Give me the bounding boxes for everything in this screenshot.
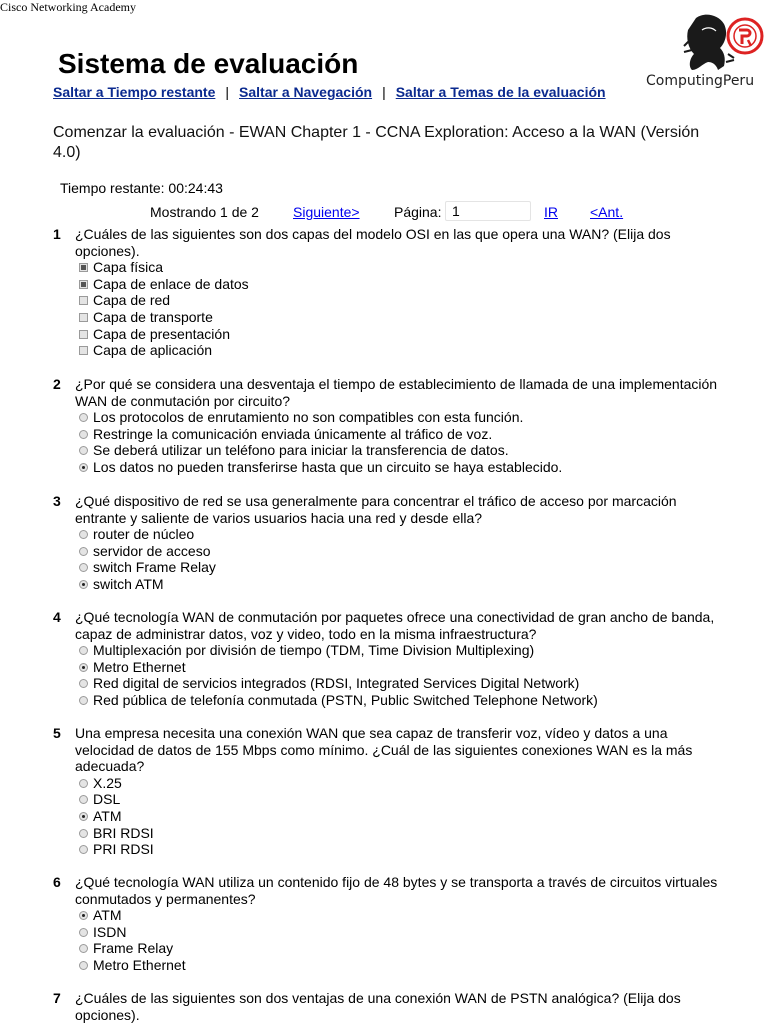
answer-option[interactable] bbox=[79, 692, 723, 709]
answer-label: BRI RDSI bbox=[93, 824, 154, 841]
answer-radio[interactable] bbox=[79, 779, 88, 788]
skip-to-timer-link[interactable]: Saltar a Tiempo restante bbox=[53, 84, 216, 100]
answer-label: Los protocolos de enrutamiento no son compatibles con esta función. bbox=[93, 409, 524, 425]
answer-option[interactable] bbox=[79, 924, 723, 941]
answer-radio[interactable] bbox=[79, 829, 88, 838]
question-1 bbox=[53, 226, 723, 359]
page-title: Sistema de evaluación bbox=[58, 48, 359, 79]
answer-label: Se deberá utilizar un teléfono para iniciar la transferencia de datos. bbox=[93, 442, 509, 459]
answer-checkbox[interactable] bbox=[79, 330, 88, 339]
answer-option[interactable] bbox=[79, 957, 723, 974]
answer-label: Capa de aplicación bbox=[93, 342, 213, 359]
answer-radio[interactable] bbox=[79, 547, 88, 556]
question-number: 7 bbox=[53, 990, 61, 1006]
question-text: ¿Qué dispositivo de red se usa generalmente para concentrar el tráfico de acceso por marcación entrante y saliente de varios usuarios hacia una red y desde ella? bbox=[75, 493, 677, 526]
answer-checkbox[interactable] bbox=[79, 296, 88, 305]
answer-label: switch Frame Relay bbox=[93, 559, 216, 576]
answer-option[interactable] bbox=[79, 576, 723, 593]
answer-label: Capa física bbox=[93, 259, 164, 275]
question-text: ¿Qué tecnología WAN de conmutación por paquetes ofrece una conectividad de gran ancho de banda, capaz de administrar datos, voz y video, todo en la misma infraestructura? bbox=[75, 609, 715, 642]
question-3 bbox=[53, 493, 723, 593]
skip-navigation bbox=[53, 84, 606, 100]
answer-label: router de núcleo bbox=[93, 526, 195, 542]
answer-options bbox=[79, 526, 723, 593]
answer-label: Capa de red bbox=[93, 292, 171, 309]
answer-option[interactable] bbox=[79, 841, 723, 858]
question-number: 2 bbox=[53, 376, 61, 392]
answer-checkbox[interactable] bbox=[79, 346, 88, 355]
question-text: Una empresa necesita una conexión WAN que sea capaz de transferir voz, vídeo y datos a una velocidad de datos de 155 Mbps como mínimo. ¿Cuál de las siguientes conexiones WAN es la más adecuada? bbox=[75, 725, 693, 774]
answer-radio[interactable] bbox=[79, 845, 88, 854]
answer-label: PRI RDSI bbox=[93, 841, 154, 858]
question-6 bbox=[53, 874, 723, 974]
answer-option[interactable] bbox=[79, 675, 723, 692]
academy-name: Cisco Networking Academy bbox=[0, 0, 136, 14]
skip-to-navigation-link[interactable]: Saltar a Navegación bbox=[239, 84, 373, 100]
question-4 bbox=[53, 609, 723, 709]
page-label: Página: bbox=[394, 204, 442, 220]
answer-label: Frame Relay bbox=[93, 940, 174, 957]
answer-label: Los datos no pueden transferirse hasta que un circuito se haya establecido. bbox=[93, 459, 563, 476]
answer-option[interactable] bbox=[79, 309, 723, 326]
previous-page-link[interactable]: <Ant. bbox=[590, 204, 624, 220]
question-number: 6 bbox=[53, 874, 61, 890]
separator: | bbox=[382, 84, 386, 100]
answer-radio[interactable] bbox=[79, 580, 88, 589]
question-number: 4 bbox=[53, 609, 61, 625]
answer-label: X.25 bbox=[93, 774, 122, 791]
answer-label: Multiplexación por división de tiempo (TDM, Time Division Multiplexing) bbox=[93, 642, 535, 658]
answer-label: DSL bbox=[93, 791, 121, 808]
answer-option[interactable] bbox=[79, 775, 723, 792]
answer-label: ISDN bbox=[93, 923, 127, 940]
answer-label: Red pública de telefonía conmutada (PSTN, Public Switched Telephone Network) bbox=[93, 692, 598, 709]
answer-radio[interactable] bbox=[79, 446, 88, 455]
answer-radio[interactable] bbox=[79, 911, 88, 920]
page-indicator: Mostrando 1 de 2 bbox=[150, 204, 259, 220]
question-2 bbox=[53, 376, 723, 476]
answer-option[interactable] bbox=[79, 940, 723, 957]
answer-options bbox=[79, 642, 723, 709]
answer-options bbox=[79, 775, 723, 858]
answer-option[interactable] bbox=[79, 791, 723, 808]
answer-option[interactable] bbox=[79, 292, 723, 309]
answer-radio[interactable] bbox=[79, 795, 88, 804]
answer-option[interactable] bbox=[79, 409, 723, 426]
answer-option[interactable] bbox=[79, 825, 723, 842]
answer-option[interactable] bbox=[79, 442, 723, 459]
answer-options bbox=[79, 907, 723, 974]
answer-option[interactable] bbox=[79, 808, 723, 825]
answer-options bbox=[79, 259, 723, 359]
answer-radio[interactable] bbox=[79, 928, 88, 937]
answer-option[interactable] bbox=[79, 276, 723, 293]
answer-label: Capa de enlace de datos bbox=[93, 275, 249, 292]
answer-radio[interactable] bbox=[79, 679, 88, 688]
answer-radio[interactable] bbox=[79, 646, 88, 655]
answer-option[interactable] bbox=[79, 459, 723, 476]
answer-option[interactable] bbox=[79, 559, 723, 576]
answer-radio[interactable] bbox=[79, 430, 88, 439]
exam-title: Comenzar la evaluación - EWAN Chapter 1 - CCNA Exploration: Acceso a la WAN (Versión 4.0) bbox=[53, 124, 700, 161]
answer-option[interactable] bbox=[79, 659, 723, 676]
question-text: ¿Qué tecnología WAN utiliza un contenido fijo de 48 bytes y se transporta a través de circuitos virtuales conmutados y permanentes? bbox=[75, 874, 718, 907]
answer-checkbox[interactable] bbox=[79, 263, 88, 272]
go-link[interactable]: IR bbox=[544, 204, 558, 220]
answer-radio[interactable] bbox=[79, 530, 88, 539]
skip-to-topics-link[interactable]: Saltar a Temas de la evaluación bbox=[395, 84, 606, 100]
question-5 bbox=[53, 725, 723, 858]
separator: | bbox=[225, 84, 230, 100]
answer-option[interactable] bbox=[79, 642, 723, 659]
answer-radio[interactable] bbox=[79, 413, 88, 422]
answer-label: Metro Ethernet bbox=[93, 957, 186, 974]
answer-radio[interactable] bbox=[79, 463, 88, 472]
answer-label: Metro Ethernet bbox=[93, 658, 186, 675]
answer-options bbox=[79, 409, 723, 476]
answer-label: Capa de transporte bbox=[93, 309, 213, 326]
answer-option[interactable] bbox=[79, 426, 723, 443]
question-number: 1 bbox=[53, 226, 61, 242]
answer-label: ATM bbox=[93, 907, 122, 923]
answer-radio[interactable] bbox=[79, 812, 88, 821]
answer-radio[interactable] bbox=[79, 961, 88, 970]
next-page-link[interactable]: Siguiente> bbox=[293, 204, 360, 220]
answer-label: Capa de presentación bbox=[93, 325, 230, 342]
logo-text: ComputingPeru bbox=[646, 73, 755, 89]
question-7 bbox=[53, 990, 723, 1023]
answer-option[interactable] bbox=[79, 907, 723, 924]
answer-radio[interactable] bbox=[79, 944, 88, 953]
question-text: ¿Cuáles de las siguientes son dos ventajas de una conexión WAN de PSTN analógica? (Elija dos opciones). bbox=[75, 990, 681, 1023]
answer-label: ATM bbox=[93, 807, 122, 824]
answer-option[interactable] bbox=[79, 342, 723, 359]
question-number: 3 bbox=[53, 493, 61, 509]
answer-radio[interactable] bbox=[79, 696, 88, 705]
answer-option[interactable] bbox=[79, 259, 723, 276]
answer-label: switch ATM bbox=[93, 576, 164, 593]
page-number-input[interactable] bbox=[445, 201, 531, 221]
question-text: ¿Por qué se considera una desventaja el tiempo de establecimiento de llamada de una implementación WAN de conmutación por circuito? bbox=[75, 376, 718, 409]
answer-radio[interactable] bbox=[79, 563, 88, 572]
question-number: 5 bbox=[53, 725, 61, 741]
answer-checkbox[interactable] bbox=[79, 280, 88, 289]
answer-label: servidor de acceso bbox=[93, 542, 211, 559]
answer-checkbox[interactable] bbox=[79, 313, 88, 322]
question-text: ¿Cuáles de las siguientes son dos capas del modelo OSI en las que opera una WAN? (Elija dos opciones). bbox=[75, 226, 671, 259]
answer-option[interactable] bbox=[79, 326, 723, 343]
time-remaining: Tiempo restante: 00:24:43 bbox=[60, 180, 223, 196]
answer-radio[interactable] bbox=[79, 663, 88, 672]
answer-label: Restringe la comunicación enviada únicamente al tráfico de voz. bbox=[93, 425, 493, 442]
answer-option[interactable] bbox=[79, 543, 723, 560]
answer-label: Red digital de servicios integrados (RDSI, Integrated Services Digital Network) bbox=[93, 675, 580, 692]
answer-option[interactable] bbox=[79, 526, 723, 543]
